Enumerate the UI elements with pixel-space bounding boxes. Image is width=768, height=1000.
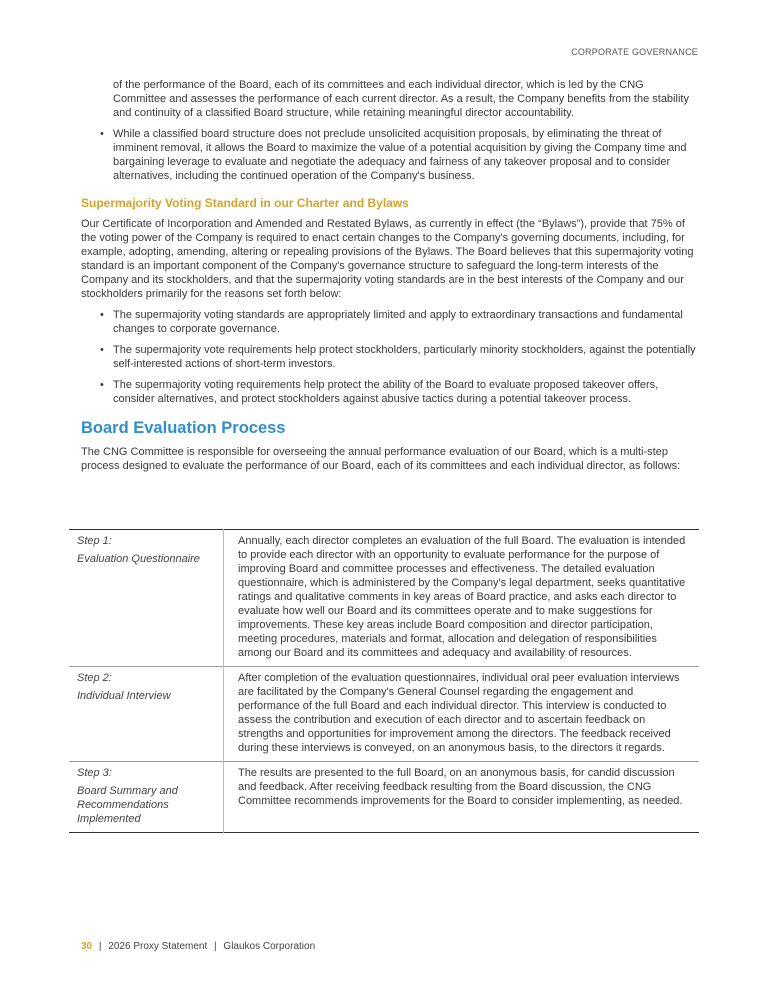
board-evaluation-intro: The CNG Committee is responsible for overseeing the annual performance evaluation of our Board, which is a multi-step process designed to evaluate the performance of our Board, each of its committees and each individual director, as follows:: [81, 446, 681, 472]
step-description: After completion of the evaluation questionnaires, individual oral peer evaluation interviews are facilitated by the Company's General Counsel regarding the engagement and performance of the full Board and each individual director. This interview is conducted to assess the contribution and execution of each director and to ascertain feedback on strengths and opportunities for improvement among the directors. The feedback received during these interviews is conveyed, on an anonymous basis, to the directors it regards.: [224, 667, 700, 762]
step-description: The results are presented to the full Board, on an anonymous basis, for candid discussion and feedback. After receiving feedback resulting from the Board discussion, the CNG Committee recommends improvements for the Board to consider implementing, as needed.: [224, 762, 700, 833]
table-row: [69, 530, 699, 667]
step-name: Individual Interview: [77, 690, 171, 702]
step-description: Annually, each director completes an evaluation of the full Board. The evaluation is intended to provide each director with an opportunity to evaluate performance for the purpose of improving Board and committee processes and effectiveness. The detailed evaluation questionnaire, which is administered by the Company's legal department, seeks quantitative ratings and qualitative comments in key areas of Board practice, and asks each director to evaluate how well our Board and its committees operate and to make suggestions for improvements. These key areas include Board composition and director participation, meeting procedures, materials and format, allocation and delegation of responsibilities among our Board and its committees and adequacy and availability of resources.: [238, 535, 686, 659]
table-row: [69, 667, 699, 762]
bullet-item: [81, 308, 699, 336]
continued-paragraph: of the performance of the Board, each of its committees and each individual director, which is led by the CNG Committee and assesses the performance of each current director. As a result, the Company benefits from the stability and continuity of a classified Board structure, while retaining meaningful director accountability.: [113, 79, 689, 119]
step-number: Step 2:: [77, 672, 112, 684]
bullet-text: The supermajority voting standards are appropriately limited and apply to extraordinary transactions and fundamental changes to corporate governance.: [113, 309, 683, 335]
running-header: CORPORATE GOVERNANCE: [571, 47, 698, 57]
step-label-cell: [69, 530, 224, 667]
step-label-cell: [69, 667, 224, 762]
bullet-text: The supermajority vote requirements help protect stockholders, particularly minority stockholders, against the potentially self-interested actions of short-term investors.: [113, 344, 696, 370]
bullet-text: While a classified board structure does not preclude unsolicited acquisition proposals, by eliminating the threat of imminent removal, it allows the Board to maximize the value of a potential acquisition by giving the Company time and bargaining leverage to evaluate and negotiate the adequacy and fairness of any takeover proposal and to consider alternatives, including the continued operation of the Company's business.: [113, 128, 687, 182]
document-name: 2026 Proxy Statement: [108, 941, 208, 952]
bullet-item: [81, 378, 699, 406]
bullet-text: The supermajority voting requirements help protect the ability of the Board to evaluate proposed takeover offers, consider alternatives, and protect stockholders against abusive tactics during a potential takeover process.: [113, 379, 659, 405]
supermajority-bullets: [81, 308, 699, 406]
step-label-cell: [69, 762, 224, 833]
bullet-item: [81, 343, 699, 371]
step-number: Step 3:: [77, 767, 112, 779]
footer-separator: |: [98, 941, 102, 952]
supermajority-paragraph: Our Certificate of Incorporation and Amended and Restated Bylaws, as currently in effect (the “Bylaws”), provide that 75% of the voting power of the Company is required to enact certain changes to the Company's governing documents, including, for example, adopting, amending, altering or repealing provisions of the Bylaws. The Board believes that this supermajority voting standard is an important component of the Company's governance structure to safeguard the long-term interests of the Company and its stockholders, and that the supermajority voting standards are in the best interests of the Company and our stockholders primarily for the reasons set forth below:: [81, 218, 694, 300]
footer-separator: |: [214, 941, 217, 952]
step-number: Step 1:: [77, 535, 112, 547]
step-name: Evaluation Questionnaire: [77, 553, 200, 565]
bullet-icon: •: [100, 344, 104, 356]
table-row: [69, 762, 699, 833]
bullet-item: [81, 127, 699, 183]
page-number: 30: [81, 941, 93, 952]
evaluation-steps-table: [69, 529, 699, 833]
page-content: [81, 78, 699, 473]
supermajority-heading: Supermajority Voting Standard in our Charter and Bylaws: [81, 196, 409, 210]
company-name: Glaukos Corporation: [223, 941, 316, 952]
bullet-icon: •: [100, 379, 104, 391]
bullet-icon: •: [100, 128, 104, 140]
bullet-icon: •: [100, 309, 104, 321]
classified-board-bullets: [81, 127, 699, 183]
step-name: Board Summary and Recommendations Implemented: [77, 785, 178, 825]
board-evaluation-title: Board Evaluation Process: [81, 419, 286, 437]
page-footer: [81, 941, 315, 952]
